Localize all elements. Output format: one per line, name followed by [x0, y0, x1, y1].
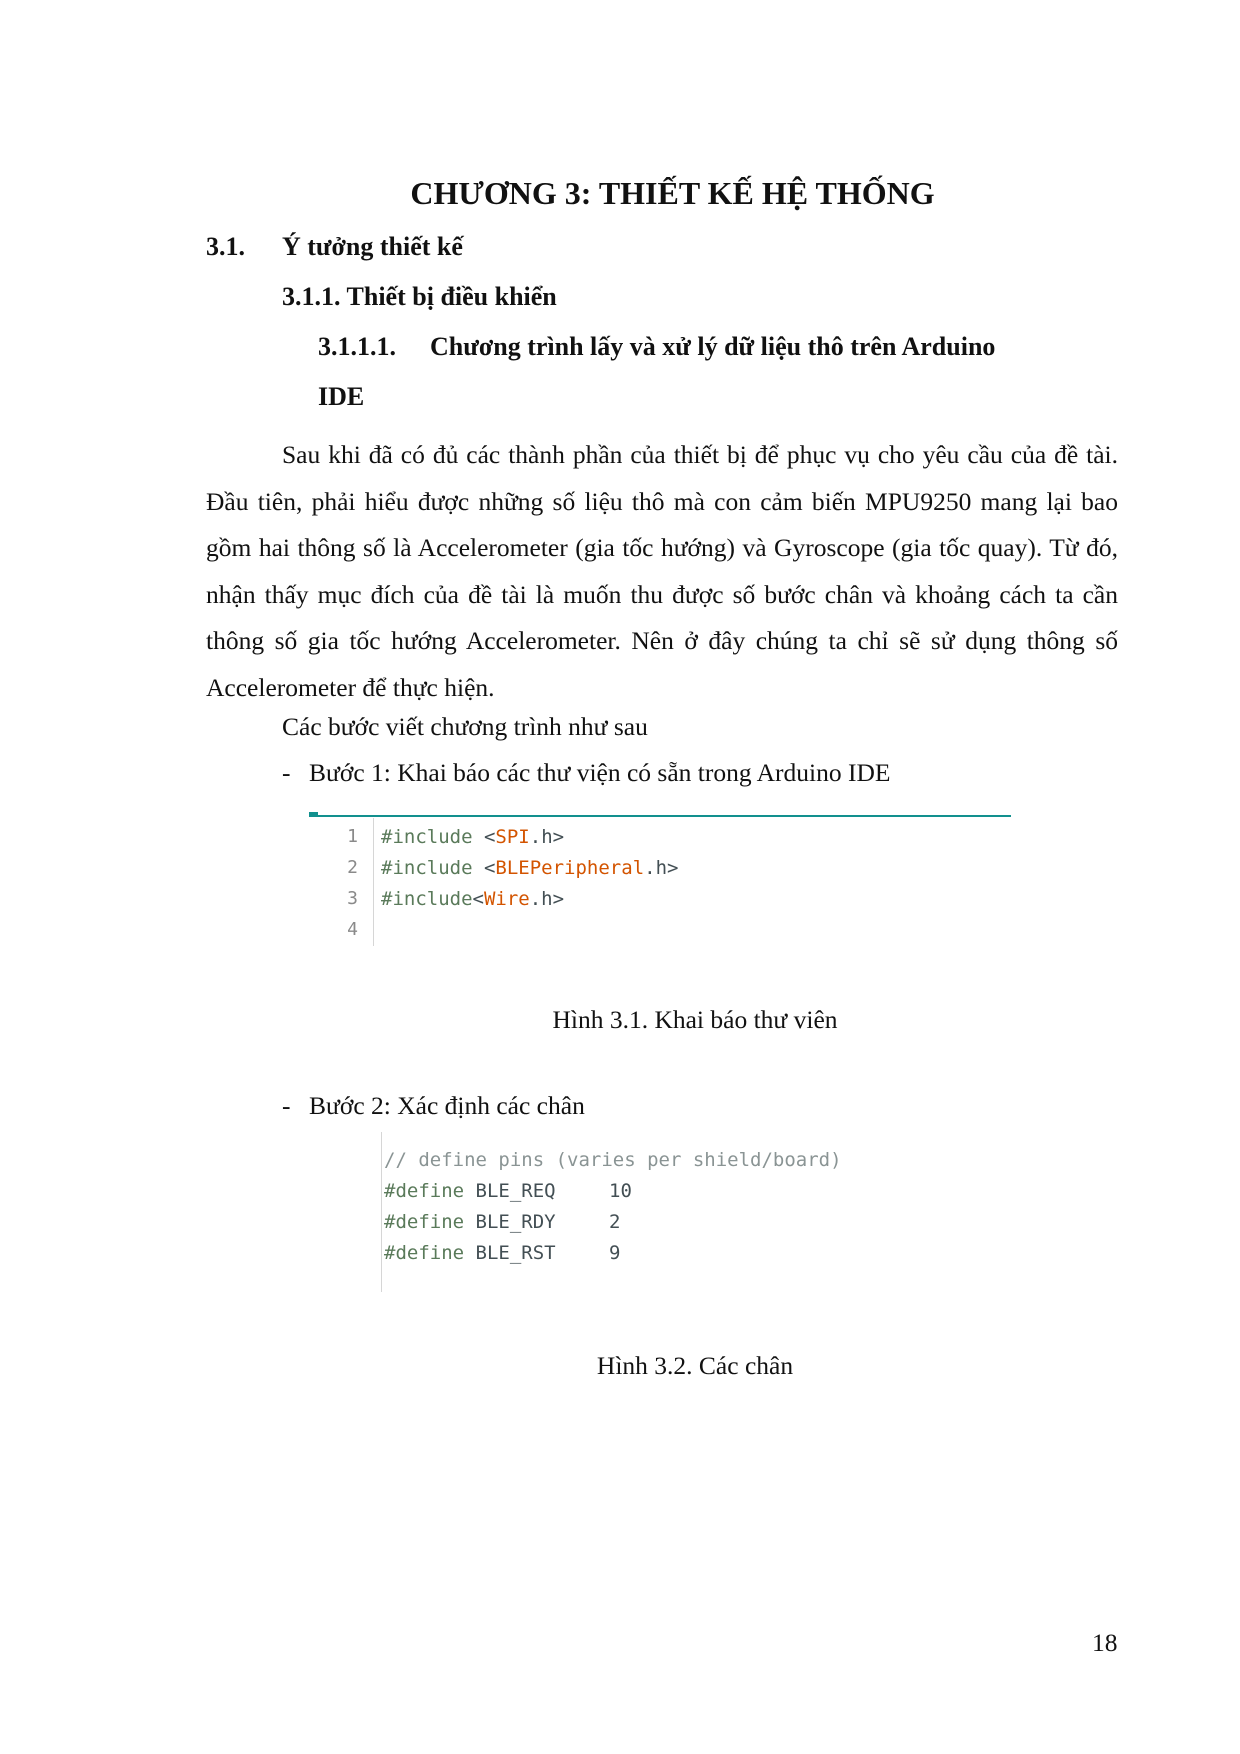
figure-1-caption: Hình 3.1. Khai báo thư viên	[552, 1005, 838, 1034]
step-1-text: Bước 1: Khai báo các thư viện có sẵn trong Arduino IDE	[309, 758, 891, 787]
chapter-title: CHƯƠNG 3: THIẾT KẾ HỆ THỐNG	[410, 175, 935, 211]
directive: #include	[381, 857, 473, 879]
step-2-text: Bước 2: Xác định các chân	[309, 1091, 585, 1120]
line-number: 3	[347, 888, 358, 909]
directive: #define	[384, 1180, 465, 1202]
section-title: Ý tưởng thiết kế	[282, 232, 463, 261]
extension: .h	[529, 826, 553, 848]
library-name: Wire	[483, 888, 530, 910]
code-figure-1-gutter	[373, 818, 374, 946]
directive: #include	[381, 826, 473, 848]
figure-2-caption: Hình 3.2. Các chân	[596, 1351, 794, 1380]
line-number: 1	[347, 826, 358, 847]
directive: #define	[384, 1211, 465, 1233]
directive: #define	[384, 1242, 465, 1264]
steps-intro: Các bước viết chương trình như sau	[282, 712, 648, 741]
subsection-heading: 3.1.1. Thiết bị điều khiển	[282, 282, 557, 311]
bracket: <	[472, 888, 484, 910]
body-paragraph: Sau khi đã có đủ các thành phần của thiết bị để phục vụ cho yêu cầu của đề tài. Đầu tiên, phải hiểu được những số liệu thô mà con cảm biến MPU9250 mang lại bao gồm hai thông số là Accelerometer (gia tốc hướng) và Gyroscope (gia tốc quay). Từ đó, nhận thấy mục đích của đề tài là muốn thu được số bước chân và khoảng cách ta cần thông số gia tốc hướng Accelerometer. Nên ở đây chúng ta chỉ sẽ sử dụng thông số Accelerometer để thực hiện.	[206, 440, 1118, 702]
extension: .h	[644, 857, 668, 879]
page-number: 18	[1092, 1628, 1118, 1657]
define-value: 2	[609, 1211, 621, 1233]
step-1	[282, 758, 1082, 790]
library-name: SPI	[495, 826, 530, 848]
code-line	[381, 826, 564, 848]
code-line	[381, 888, 564, 910]
subsubsection-title: Chương trình lấy và xử lý dữ liệu thô trên Arduino	[430, 332, 996, 361]
code-line	[381, 857, 678, 879]
define-name: BLE_RST	[475, 1242, 556, 1264]
code-space	[473, 826, 484, 848]
define-value: 9	[609, 1242, 621, 1264]
code-comment: // define pins (varies per shield/board)	[384, 1149, 842, 1171]
subsubsection-heading	[318, 332, 1118, 364]
step-2	[282, 1091, 1082, 1123]
step-2-dash: -	[282, 1091, 291, 1120]
extension: .h	[529, 888, 553, 910]
define-line	[384, 1211, 621, 1233]
bracket: <	[483, 857, 496, 879]
code-figure-2-gutter	[381, 1132, 382, 1292]
define-line	[384, 1242, 621, 1264]
line-number: 4	[347, 919, 358, 940]
define-value: 10	[609, 1180, 632, 1202]
subsubsection-number: 3.1.1.1.	[318, 332, 396, 361]
code-comment-line	[384, 1149, 842, 1171]
step-1-dash: -	[282, 758, 291, 787]
define-name: BLE_RDY	[475, 1211, 556, 1233]
section-number: 3.1.	[206, 232, 245, 261]
directive: #include	[381, 888, 473, 910]
line-number: 2	[347, 857, 358, 878]
define-line	[384, 1180, 632, 1202]
code-space	[473, 857, 484, 879]
bracket: >	[667, 857, 679, 879]
library-name: BLEPeripheral	[495, 857, 645, 879]
define-name: BLE_REQ	[475, 1180, 556, 1202]
section-heading	[0, 232, 1240, 264]
code-figure-1-border	[309, 815, 1011, 817]
bracket: >	[552, 888, 565, 910]
subsubsection-title-continued: IDE	[318, 382, 365, 411]
bracket: <	[483, 826, 496, 848]
bracket: >	[552, 826, 565, 848]
